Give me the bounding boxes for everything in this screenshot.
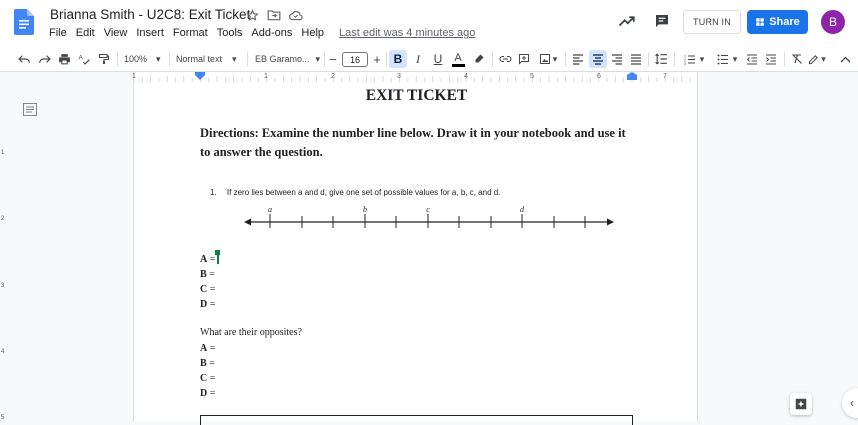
left-arrow-icon (244, 219, 251, 226)
answer-d[interactable] (200, 297, 219, 312)
editing-mode-button[interactable] (805, 50, 829, 68)
justify-icon[interactable] (628, 50, 644, 68)
side-panel-toggle[interactable] (842, 388, 858, 418)
ruler-label: 3 (397, 73, 401, 80)
answer-equals: = (206, 269, 215, 280)
undo-icon[interactable] (16, 50, 32, 68)
text-cursor (217, 252, 219, 264)
ruler-label: 1 (1, 150, 5, 156)
directions-text: Directions: Examine the number line below. Draw it in your notebook and use it to answer the question. (200, 126, 626, 159)
answer-label: C (200, 284, 208, 295)
opposite-answer-b[interactable] (200, 356, 215, 371)
point-label-d: d (520, 205, 524, 214)
opposites-question: What are their opposites? (200, 327, 302, 338)
numbered-list-icon (684, 54, 696, 65)
highlight-icon[interactable] (471, 50, 487, 68)
answer-label: A (200, 343, 208, 354)
editing-pen-icon (808, 54, 819, 65)
align-right-icon[interactable] (609, 50, 625, 68)
answer-equals: = (207, 373, 216, 384)
chevron-down-icon: ▾ (156, 53, 161, 64)
menu-bar (49, 27, 484, 39)
answer-label: C (200, 373, 208, 384)
answer-box[interactable] (200, 415, 633, 425)
docs-logo-icon[interactable] (14, 9, 34, 35)
chevron-down-icon: ▾ (315, 53, 321, 64)
answer-equals: = (207, 254, 216, 265)
ruler-label: 2 (331, 73, 335, 80)
increase-font-size-button[interactable]: + (373, 51, 381, 67)
ruler-label: 5 (530, 73, 534, 80)
answer-equals: = (206, 358, 215, 369)
answer-equals: = (207, 343, 216, 354)
increase-indent-icon[interactable] (763, 50, 779, 68)
print-icon[interactable] (56, 50, 72, 68)
menu-view[interactable]: View (103, 27, 128, 39)
ruler-label: 4 (1, 349, 5, 355)
star-icon[interactable] (244, 7, 260, 23)
vertical-ruler[interactable] (0, 82, 10, 422)
cloud-status-icon[interactable] (288, 7, 304, 23)
insert-image-button[interactable] (535, 50, 561, 68)
title-bar (0, 0, 858, 46)
align-left-icon[interactable] (570, 50, 586, 68)
left-indent-marker-icon[interactable] (195, 72, 205, 80)
bold-button[interactable]: B (389, 50, 407, 68)
numbered-list-button[interactable] (680, 50, 708, 68)
chevron-down-icon: ▾ (821, 53, 826, 64)
outline-icon[interactable] (23, 103, 37, 116)
chevron-down-icon: ▾ (732, 53, 738, 64)
point-label-a: a (268, 205, 272, 214)
font-size-input[interactable]: 16 (342, 52, 368, 67)
answers-list (200, 252, 219, 312)
question-text: If zero lies between a and d, give one set of possible values for a, b, c, and d. (226, 188, 501, 197)
move-folder-icon[interactable] (266, 7, 282, 23)
menu-addons[interactable]: Add-ons (251, 27, 293, 39)
ruler-label: 2 (1, 216, 5, 222)
answer-label: B (200, 358, 207, 369)
explore-icon (794, 397, 808, 411)
answer-equals: = (207, 299, 216, 310)
question-number: 1. (210, 188, 217, 197)
ruler-label: 7 (663, 73, 667, 80)
redo-icon[interactable] (36, 50, 52, 68)
right-indent-marker-icon[interactable] (627, 72, 637, 80)
menu-help[interactable]: Help (301, 27, 325, 39)
svg-text:3: 3 (683, 61, 686, 65)
menu-edit[interactable]: Edit (75, 27, 95, 39)
answer-label: B (200, 269, 207, 280)
decrease-indent-icon[interactable] (744, 50, 760, 68)
decrease-font-size-button[interactable]: − (329, 51, 337, 67)
ruler-strip (133, 72, 698, 82)
clear-formatting-icon[interactable] (789, 50, 805, 68)
chevron-down-icon: ▾ (552, 53, 558, 64)
share-label: Share (769, 16, 800, 28)
last-edit-link[interactable]: Last edit was 4 minutes ago (339, 27, 476, 39)
opposites-answers-list (200, 341, 215, 401)
bulleted-list-icon (717, 54, 729, 65)
opposite-answer-c[interactable] (200, 371, 215, 386)
svg-text:A: A (78, 54, 83, 62)
ruler-ticks (134, 72, 699, 82)
link-icon[interactable] (497, 50, 513, 68)
underline-button[interactable]: U (433, 52, 443, 66)
share-button[interactable] (747, 10, 808, 34)
spellcheck-icon[interactable] (76, 50, 92, 68)
answer-b[interactable] (200, 267, 219, 282)
chevron-left-icon: ‹ (850, 396, 854, 410)
text-color-label: A (454, 51, 462, 64)
avatar[interactable]: B (821, 10, 845, 34)
ruler-label: 4 (464, 73, 468, 80)
point-label-b: b (363, 205, 367, 214)
document-heading: EXIT TICKET (365, 87, 468, 104)
menu-file[interactable]: File (49, 27, 67, 39)
answer-a[interactable] (200, 252, 219, 267)
zoom-select[interactable] (124, 50, 164, 68)
answer-equals: = (207, 388, 216, 399)
align-center-icon[interactable] (589, 50, 607, 68)
explore-button[interactable] (790, 393, 812, 415)
answer-equals: = (207, 284, 216, 295)
toolbar (0, 46, 858, 72)
zoom-value: 100% (124, 54, 148, 64)
image-icon (539, 53, 551, 65)
chevron-down-icon: ▾ (699, 53, 705, 64)
ruler-label: 1 (132, 73, 136, 80)
number-line-ticks (270, 214, 585, 228)
activity-trend-icon[interactable] (618, 13, 636, 29)
paint-format-icon[interactable] (96, 50, 112, 68)
answer-label: D (200, 299, 208, 310)
opposite-answer-d[interactable] (200, 386, 215, 401)
point-label-c: c (426, 205, 430, 214)
right-arrow-icon (607, 219, 614, 226)
collapse-icon[interactable] (837, 50, 853, 68)
ruler-label: 3 (1, 283, 5, 289)
document-page[interactable] (133, 82, 698, 422)
font-select[interactable] (255, 50, 321, 68)
add-comment-icon[interactable] (516, 50, 532, 68)
number-line (244, 202, 614, 232)
lock-icon (755, 17, 765, 27)
svg-text:1: 1 (683, 54, 686, 58)
style-select[interactable] (176, 50, 242, 68)
comment-history-icon[interactable] (654, 13, 670, 29)
document-title[interactable]: Brianna Smith - U2C8: Exit Ticket (50, 7, 251, 22)
line-spacing-icon[interactable] (653, 50, 669, 68)
text-color-button[interactable] (450, 50, 466, 68)
ruler-label: 5 (1, 415, 5, 421)
ruler-label: 6 (597, 73, 601, 80)
question-1 (210, 188, 500, 197)
menu-format[interactable]: Format (172, 27, 208, 39)
answer-c[interactable] (200, 282, 219, 297)
turn-in-button[interactable]: TURN IN (683, 10, 741, 34)
menu-tools[interactable]: Tools (216, 27, 243, 39)
answer-label: D (200, 388, 208, 399)
answer-label: A (200, 254, 208, 265)
ruler-label: 1 (264, 73, 268, 80)
svg-text:2: 2 (683, 58, 686, 62)
font-value: EB Garamo... (255, 54, 310, 64)
style-value: Normal text (176, 54, 223, 64)
menu-insert[interactable]: Insert (136, 27, 164, 39)
bulleted-list-button[interactable] (713, 50, 741, 68)
italic-button[interactable]: I (416, 51, 420, 66)
opposite-answer-a[interactable] (200, 341, 215, 356)
chevron-down-icon: ▾ (232, 53, 237, 64)
text-color-swatch (452, 64, 465, 67)
horizontal-ruler[interactable] (0, 72, 858, 82)
